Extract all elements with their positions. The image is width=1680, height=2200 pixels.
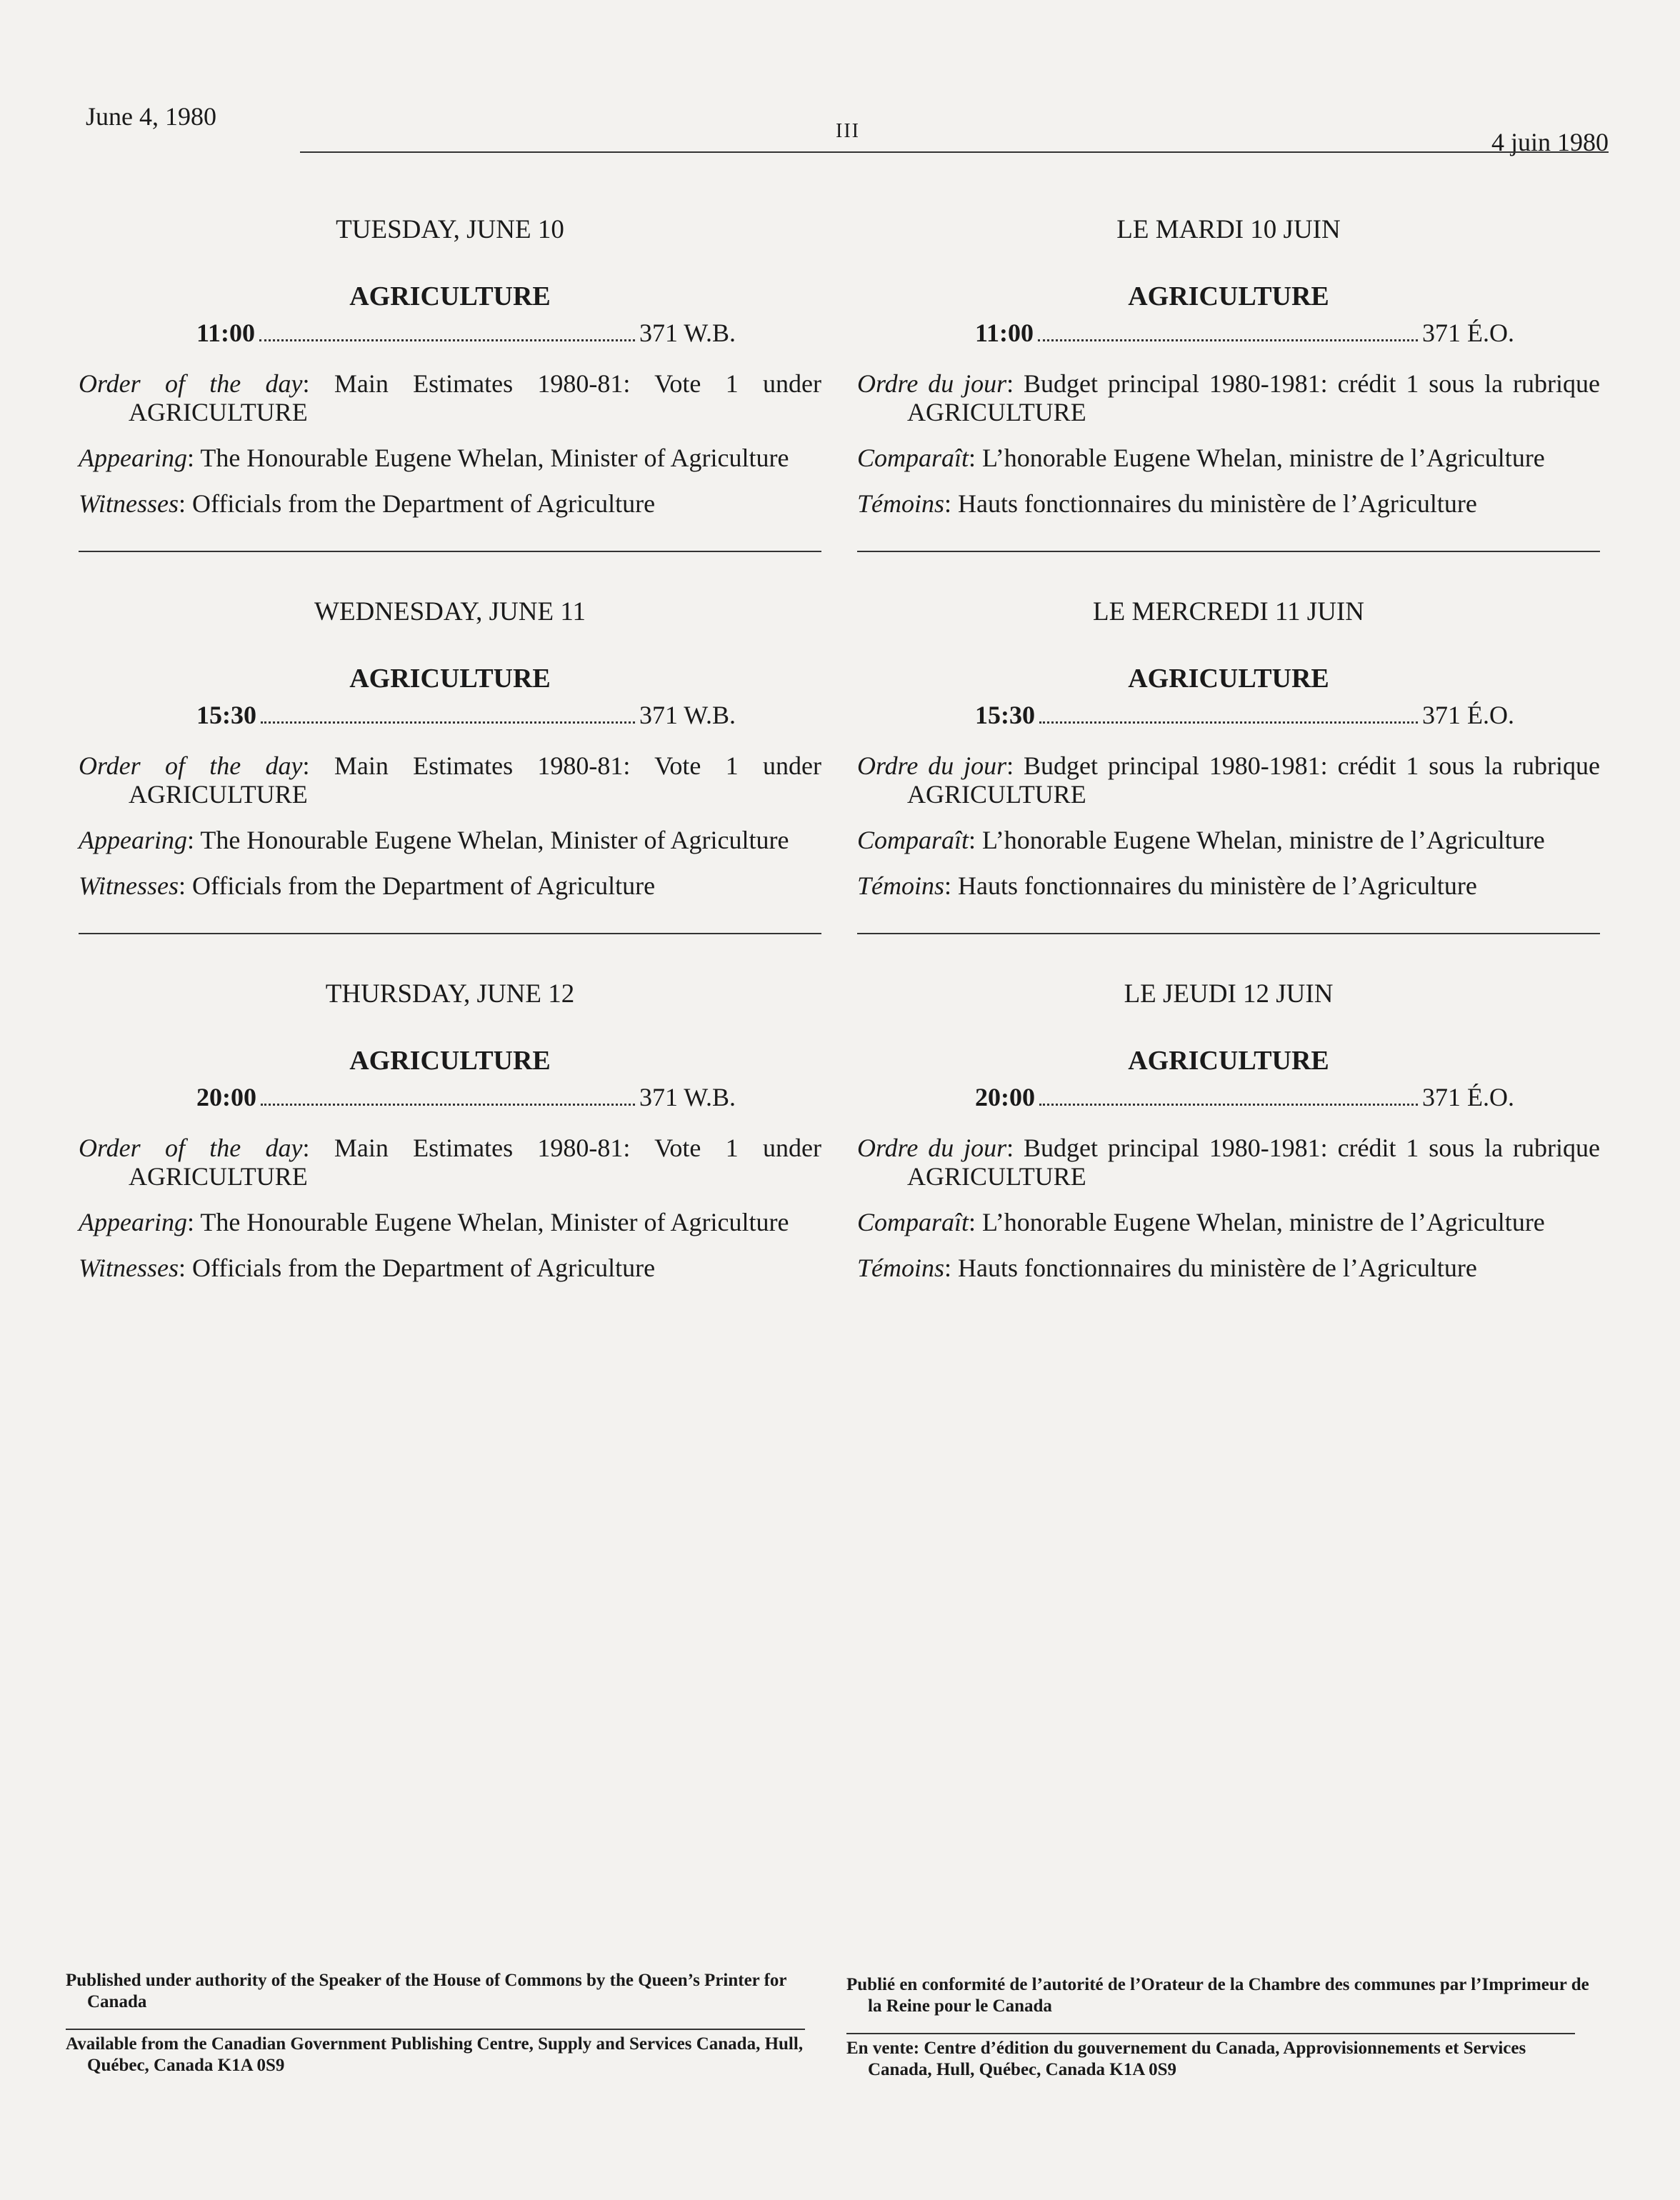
witnesses-text: : Hauts fonctionnaires du ministère de l’Agriculture: [944, 489, 1477, 518]
witnesses-label: Witnesses: [79, 489, 179, 518]
session-room: 371 É.O.: [1422, 1083, 1514, 1111]
order-text: : Main Estimates 1980-81: Vote 1 under AGRICULTURE: [129, 369, 821, 426]
session-room: 371 É.O.: [1422, 701, 1514, 729]
section-divider: [857, 933, 1600, 934]
french-column: [857, 214, 1600, 1299]
order-label: Ordre du jour: [857, 369, 1007, 398]
publisher-note-en: [66, 1970, 809, 2013]
session-time: 11:00: [196, 319, 256, 347]
header-date-fr: 4 juin 1980: [1491, 128, 1609, 156]
dot-leader: [261, 721, 635, 724]
footer-rule-fr: [846, 2033, 1575, 2034]
witnesses: [857, 489, 1600, 518]
appearing: [79, 444, 821, 472]
session-block: [79, 979, 821, 1282]
witnesses: [857, 871, 1600, 900]
appearing-label: Comparaît: [857, 444, 969, 472]
header-date-en: June 4, 1980: [86, 102, 216, 131]
witnesses: [79, 489, 821, 518]
witnesses-text: : Hauts fonctionnaires du ministère de l’Agriculture: [944, 1254, 1477, 1282]
order-text: : Budget principal 1980-1981: crédit 1 sous la rubrique AGRICULTURE: [907, 751, 1601, 809]
order-text: : Budget principal 1980-1981: crédit 1 sous la rubrique AGRICULTURE: [907, 369, 1601, 426]
time-room-line: [857, 700, 1600, 730]
witnesses-text: : Officials from the Department of Agriculture: [179, 871, 656, 900]
session-block: [79, 214, 821, 552]
session-block: [79, 596, 821, 934]
appearing: [857, 1208, 1600, 1236]
order-of-day: [857, 1134, 1600, 1191]
session-room: 371 W.B.: [639, 1083, 736, 1111]
witnesses-label: Témoins: [857, 489, 945, 518]
footer-rule-en: [66, 2029, 805, 2030]
appearing-label: Appearing: [79, 1208, 187, 1236]
session-day: WEDNESDAY, JUNE 11: [314, 597, 586, 626]
order-label: Ordre du jour: [857, 751, 1007, 780]
section-divider: [79, 933, 821, 934]
order-of-day: [79, 1134, 821, 1191]
order-text: : Main Estimates 1980-81: Vote 1 under AGRICULTURE: [129, 1134, 821, 1191]
time-room-line: [857, 1082, 1600, 1112]
appearing-text: : L’honorable Eugene Whelan, ministre de l’Agriculture: [969, 444, 1545, 472]
publisher-note-en-text: Published under authority of the Speaker of the House of Commons by the Queen’s Printer for Canada: [66, 1971, 787, 2011]
availability-note-fr-text: En vente: Centre d’édition du gouvernement du Canada, Approvisionnements et Services Canada, Hull, Québec, Canada K1A 0S9: [846, 2039, 1526, 2079]
time-room-line: [79, 1082, 821, 1112]
availability-note-en-text: Available from the Canadian Government Publishing Centre, Supply and Services Canada, Hull, Québec, Canada K1A 0S9: [66, 2034, 804, 2075]
committee-name: AGRICULTURE: [349, 664, 551, 694]
time-room-line: [79, 318, 821, 348]
appearing: [79, 826, 821, 854]
header-rule: [300, 151, 1609, 153]
committee-name: AGRICULTURE: [1128, 1046, 1329, 1076]
witnesses: [857, 1254, 1600, 1282]
session-time: 15:30: [196, 701, 256, 729]
session-block: [857, 214, 1600, 552]
publisher-note-fr-text: Publié en conformité de l’autorité de l’Orateur de la Chambre des communes par l’Imprimeur de la Reine pour le Canada: [846, 1975, 1589, 2016]
order-label: Order of the day: [79, 369, 303, 398]
session-time: 11:00: [975, 319, 1034, 347]
witnesses-label: Witnesses: [79, 871, 179, 900]
dot-leader: [1039, 721, 1418, 724]
appearing-label: Appearing: [79, 826, 187, 854]
session-day: TUESDAY, JUNE 10: [336, 215, 564, 244]
witnesses-label: Témoins: [857, 871, 945, 900]
order-of-day: [79, 751, 821, 809]
session-day: LE MARDI 10 JUIN: [1116, 215, 1341, 244]
order-of-day: [857, 751, 1600, 809]
session-block: [857, 979, 1600, 1282]
english-column: [79, 214, 821, 1299]
session-day: THURSDAY, JUNE 12: [325, 979, 575, 1009]
appearing: [857, 826, 1600, 854]
order-label: Order of the day: [79, 1134, 303, 1162]
session-time: 15:30: [975, 701, 1035, 729]
session-block: [857, 596, 1600, 934]
availability-note-fr: [846, 2038, 1589, 2081]
session-time: 20:00: [196, 1083, 256, 1111]
session-day: LE JEUDI 12 JUIN: [1124, 979, 1334, 1009]
time-room-line: [857, 318, 1600, 348]
section-divider: [79, 551, 821, 552]
session-time: 20:00: [975, 1083, 1035, 1111]
dot-leader: [1039, 1104, 1418, 1106]
appearing: [79, 1208, 821, 1236]
time-room-line: [79, 700, 821, 730]
order-label: Ordre du jour: [857, 1134, 1007, 1162]
session-room: 371 É.O.: [1422, 319, 1514, 347]
session-room: 371 W.B.: [639, 701, 736, 729]
committee-name: AGRICULTURE: [1128, 281, 1329, 311]
session-day: LE MERCREDI 11 JUIN: [1093, 597, 1364, 626]
appearing: [857, 444, 1600, 472]
availability-note-en: [66, 2034, 809, 2076]
publisher-note-fr: [846, 1974, 1589, 2017]
committee-name: AGRICULTURE: [349, 1046, 551, 1076]
order-text: : Budget principal 1980-1981: crédit 1 sous la rubrique AGRICULTURE: [907, 1134, 1601, 1191]
witnesses: [79, 871, 821, 900]
committee-name: AGRICULTURE: [1128, 664, 1329, 694]
witnesses-label: Witnesses: [79, 1254, 179, 1282]
witnesses-label: Témoins: [857, 1254, 945, 1282]
section-divider: [857, 551, 1600, 552]
dot-leader: [1038, 339, 1418, 341]
appearing-label: Appearing: [79, 444, 187, 472]
witnesses-text: : Hauts fonctionnaires du ministère de l’Agriculture: [944, 871, 1477, 900]
dot-leader: [261, 1104, 635, 1106]
dot-leader: [259, 339, 635, 341]
order-label: Order of the day: [79, 751, 303, 780]
order-of-day: [857, 369, 1600, 426]
appearing-text: : The Honourable Eugene Whelan, Minister of Agriculture: [186, 444, 789, 472]
witnesses-text: : Officials from the Department of Agriculture: [179, 489, 656, 518]
appearing-text: : The Honourable Eugene Whelan, Minister of Agriculture: [186, 826, 789, 854]
committee-name: AGRICULTURE: [349, 281, 551, 311]
page-number: III: [836, 120, 860, 142]
order-of-day: [79, 369, 821, 426]
appearing-label: Comparaît: [857, 1208, 969, 1236]
order-text: : Main Estimates 1980-81: Vote 1 under AGRICULTURE: [129, 751, 821, 809]
appearing-text: : L’honorable Eugene Whelan, ministre de l’Agriculture: [969, 1208, 1545, 1236]
appearing-text: : The Honourable Eugene Whelan, Minister of Agriculture: [186, 1208, 789, 1236]
witnesses: [79, 1254, 821, 1282]
appearing-text: : L’honorable Eugene Whelan, ministre de l’Agriculture: [969, 826, 1545, 854]
appearing-label: Comparaît: [857, 826, 969, 854]
witnesses-text: : Officials from the Department of Agriculture: [179, 1254, 656, 1282]
session-room: 371 W.B.: [639, 319, 736, 347]
